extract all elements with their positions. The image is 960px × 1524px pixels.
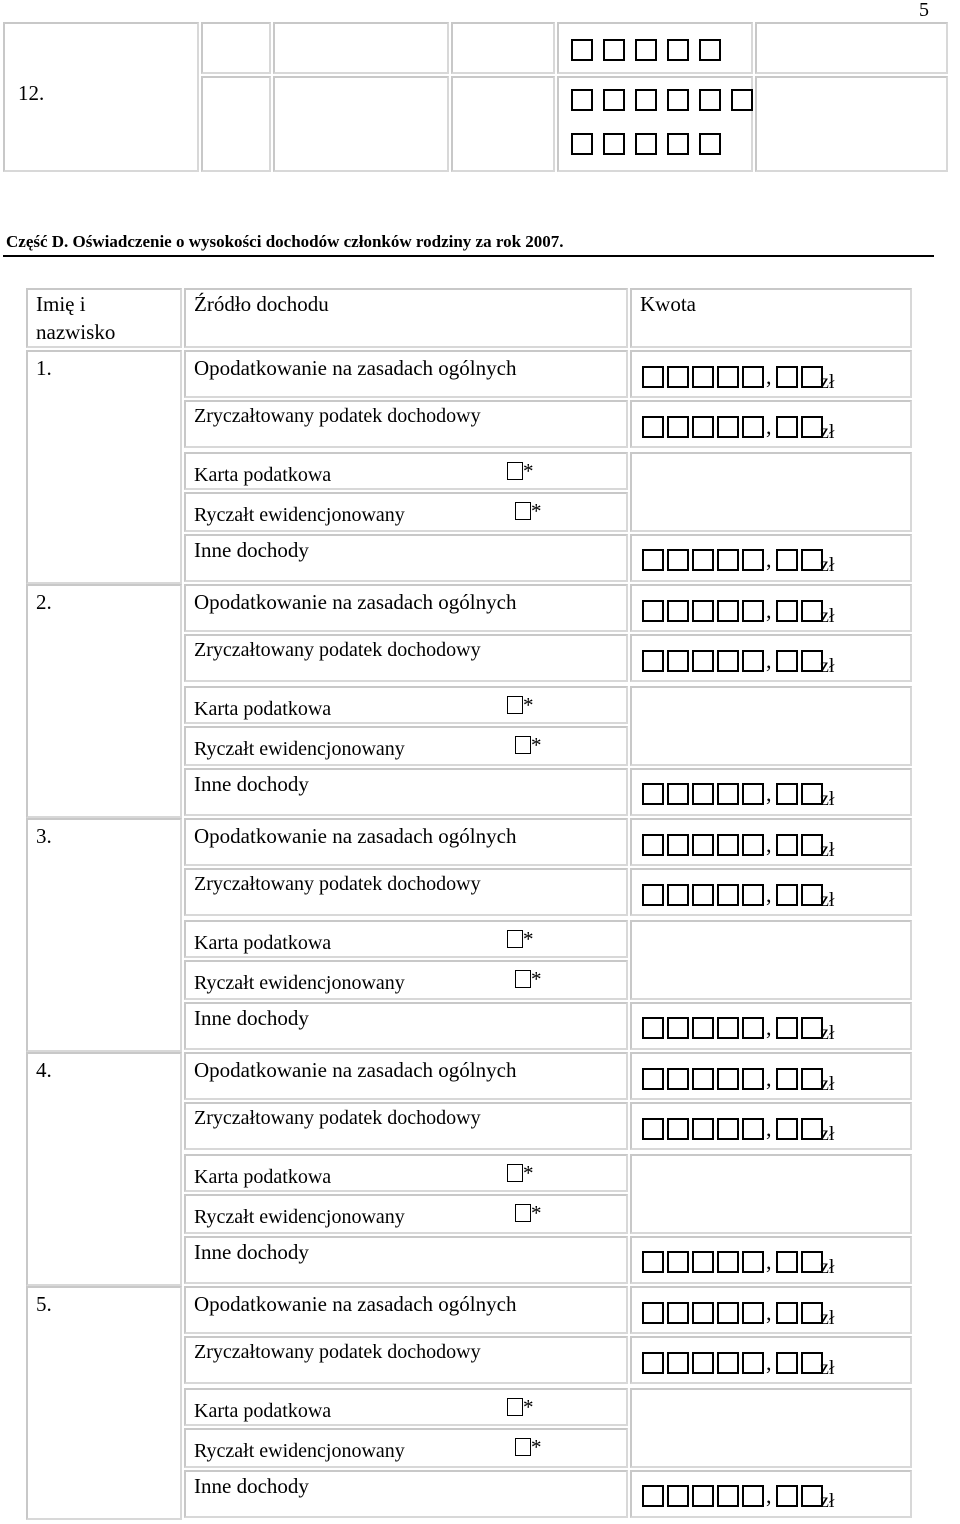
- amount-boxes[interactable]: [642, 781, 835, 811]
- digit-box[interactable]: [776, 650, 798, 672]
- label-general: Opodatkowanie na zasadach ogólnych: [194, 1058, 517, 1082]
- digit-box[interactable]: [742, 1251, 764, 1273]
- tax-card-checkbox[interactable]: [507, 927, 534, 951]
- amount-boxes[interactable]: [642, 1249, 835, 1279]
- amount-boxes[interactable]: [642, 598, 835, 628]
- tax-card-checkbox[interactable]: [507, 1161, 534, 1185]
- amount-boxes[interactable]: [642, 1015, 835, 1045]
- decimal-comma: ,: [766, 1249, 772, 1274]
- currency-label: zł: [820, 554, 835, 576]
- decimal-comma: ,: [766, 414, 772, 439]
- digit-box[interactable]: [717, 600, 739, 622]
- label-lump-sum: Ryczałt ewidencjonowany: [194, 504, 405, 526]
- decimal-comma: ,: [766, 648, 772, 673]
- currency-label: zł: [820, 1022, 835, 1044]
- digit-box[interactable]: [642, 1485, 664, 1507]
- amount-boxes[interactable]: [642, 364, 835, 394]
- top-boxes-line2: [571, 89, 763, 116]
- digit-box[interactable]: [667, 1302, 689, 1324]
- checkbox-icon[interactable]: [515, 1438, 531, 1456]
- digit-box[interactable]: [742, 1017, 764, 1039]
- digit-box[interactable]: [642, 600, 664, 622]
- asterisk-mark: *: [523, 693, 534, 717]
- currency-label: zł: [820, 371, 835, 393]
- label-lump-sum: Ryczałt ewidencjonowany: [194, 1206, 405, 1228]
- digit-box[interactable]: [692, 416, 714, 438]
- label-other: Inne dochody: [194, 1474, 309, 1498]
- digit-box[interactable]: [717, 1017, 739, 1039]
- digit-box[interactable]: [717, 366, 739, 388]
- amount-blank-cell: [630, 452, 912, 532]
- digit-box[interactable]: [717, 650, 739, 672]
- digit-box[interactable]: [742, 783, 764, 805]
- digit-box[interactable]: [717, 1352, 739, 1374]
- row-number: 1.: [36, 356, 52, 380]
- label-tax-card: Karta podatkowa: [194, 1400, 332, 1422]
- digit-box[interactable]: [642, 1302, 664, 1324]
- decimal-comma: ,: [766, 882, 772, 907]
- amount-blank-cell: [630, 920, 912, 1000]
- currency-label: zł: [820, 1123, 835, 1145]
- top-cell-a2: [201, 76, 271, 172]
- empty-box-icon: [571, 133, 593, 155]
- digit-box[interactable]: [742, 600, 764, 622]
- label-flat-tax: Zryczałtowany podatek dochodowy: [194, 405, 481, 427]
- digit-box[interactable]: [776, 783, 798, 805]
- decimal-comma: ,: [766, 1116, 772, 1141]
- amount-boxes[interactable]: [642, 1066, 835, 1096]
- digit-box[interactable]: [776, 1068, 798, 1090]
- digit-box[interactable]: [692, 1352, 714, 1374]
- empty-box-icon: [667, 39, 689, 61]
- asterisk-mark: *: [531, 967, 542, 991]
- digit-box[interactable]: [642, 1017, 664, 1039]
- digit-box[interactable]: [692, 834, 714, 856]
- row-number: 4.: [36, 1058, 52, 1082]
- checkbox-icon[interactable]: [515, 502, 531, 520]
- digit-box[interactable]: [776, 416, 798, 438]
- currency-label: zł: [820, 788, 835, 810]
- label-general: Opodatkowanie na zasadach ogólnych: [194, 356, 517, 380]
- digit-box[interactable]: [667, 834, 689, 856]
- digit-box[interactable]: [667, 783, 689, 805]
- digit-box[interactable]: [742, 1118, 764, 1140]
- digit-box[interactable]: [692, 600, 714, 622]
- empty-box-icon: [699, 39, 721, 61]
- name-cell[interactable]: [26, 584, 182, 818]
- currency-label: zł: [820, 1073, 835, 1095]
- digit-box[interactable]: [692, 1017, 714, 1039]
- empty-box-icon: [667, 89, 689, 111]
- section-title: Część D. Oświadczenie o wysokości dochodów członków rodziny za rok 2007.: [6, 232, 564, 251]
- amount-boxes[interactable]: [642, 547, 835, 577]
- checkbox-icon[interactable]: [507, 1164, 523, 1182]
- digit-box[interactable]: [692, 1068, 714, 1090]
- label-other: Inne dochody: [194, 538, 309, 562]
- empty-box-icon: [635, 133, 657, 155]
- empty-box-icon: [699, 89, 721, 111]
- asterisk-mark: *: [523, 1161, 534, 1185]
- digit-box[interactable]: [667, 1017, 689, 1039]
- name-cell[interactable]: [26, 1286, 182, 1520]
- digit-box[interactable]: [717, 1251, 739, 1273]
- digit-box[interactable]: [692, 884, 714, 906]
- header-name-line2: nazwisko: [36, 320, 116, 344]
- digit-box[interactable]: [776, 1118, 798, 1140]
- label-flat-tax: Zryczałtowany podatek dochodowy: [194, 1107, 481, 1129]
- digit-box[interactable]: [667, 1485, 689, 1507]
- digit-box[interactable]: [692, 1485, 714, 1507]
- digit-box[interactable]: [667, 549, 689, 571]
- amount-boxes[interactable]: [642, 832, 835, 862]
- digit-box[interactable]: [717, 1485, 739, 1507]
- label-general: Opodatkowanie na zasadach ogólnych: [194, 824, 517, 848]
- empty-box-icon: [603, 89, 625, 111]
- label-general: Opodatkowanie na zasadach ogólnych: [194, 1292, 517, 1316]
- digit-box[interactable]: [776, 1485, 798, 1507]
- digit-box[interactable]: [642, 1352, 664, 1374]
- tax-card-checkbox[interactable]: [507, 693, 534, 717]
- empty-box-icon: [667, 133, 689, 155]
- label-tax-card: Karta podatkowa: [194, 1166, 332, 1188]
- label-tax-card: Karta podatkowa: [194, 932, 332, 954]
- name-cell[interactable]: [26, 350, 182, 584]
- amount-blank-cell: [630, 1388, 912, 1468]
- label-lump-sum: Ryczałt ewidencjonowany: [194, 1440, 405, 1462]
- row-number: 5.: [36, 1292, 52, 1316]
- label-other: Inne dochody: [194, 1006, 309, 1030]
- digit-box[interactable]: [776, 1352, 798, 1374]
- checkbox-icon[interactable]: [515, 1204, 531, 1222]
- checkbox-icon[interactable]: [515, 736, 531, 754]
- decimal-comma: ,: [766, 598, 772, 623]
- digit-box[interactable]: [642, 884, 664, 906]
- digit-box[interactable]: [776, 884, 798, 906]
- empty-box-icon: [635, 89, 657, 111]
- currency-label: zł: [820, 655, 835, 677]
- digit-box[interactable]: [776, 366, 798, 388]
- amount-boxes[interactable]: [642, 1300, 835, 1330]
- label-general: Opodatkowanie na zasadach ogólnych: [194, 590, 517, 614]
- checkbox-icon[interactable]: [507, 696, 523, 714]
- asterisk-mark: *: [531, 499, 542, 523]
- label-other: Inne dochody: [194, 1240, 309, 1264]
- digit-box[interactable]: [642, 650, 664, 672]
- digit-box[interactable]: [642, 1068, 664, 1090]
- digit-box[interactable]: [642, 549, 664, 571]
- digit-box[interactable]: [692, 366, 714, 388]
- digit-box[interactable]: [742, 1068, 764, 1090]
- asterisk-mark: *: [523, 927, 534, 951]
- label-flat-tax: Zryczałtowany podatek dochodowy: [194, 1341, 481, 1363]
- top-cell-a1: [201, 22, 271, 74]
- digit-box[interactable]: [692, 650, 714, 672]
- currency-label: zł: [820, 605, 835, 627]
- decimal-comma: ,: [766, 364, 772, 389]
- label-tax-card: Karta podatkowa: [194, 464, 332, 486]
- digit-box[interactable]: [776, 1017, 798, 1039]
- section-divider: [3, 255, 934, 257]
- digit-box[interactable]: [776, 600, 798, 622]
- digit-box[interactable]: [742, 650, 764, 672]
- top-boxes-line3: [571, 133, 731, 160]
- empty-box-icon: [699, 133, 721, 155]
- digit-box[interactable]: [776, 549, 798, 571]
- digit-box[interactable]: [776, 834, 798, 856]
- digit-box[interactable]: [642, 366, 664, 388]
- digit-box[interactable]: [717, 783, 739, 805]
- decimal-comma: ,: [766, 547, 772, 572]
- amount-blank-cell: [630, 1154, 912, 1234]
- digit-box[interactable]: [642, 416, 664, 438]
- asterisk-mark: *: [531, 1201, 542, 1225]
- lump-sum-checkbox[interactable]: [515, 1201, 542, 1225]
- row-number: 2.: [36, 590, 52, 614]
- checkbox-icon[interactable]: [515, 970, 531, 988]
- label-lump-sum: Ryczałt ewidencjonowany: [194, 972, 405, 994]
- digit-box[interactable]: [667, 416, 689, 438]
- digit-box[interactable]: [742, 884, 764, 906]
- checkbox-icon[interactable]: [507, 462, 523, 480]
- digit-box[interactable]: [667, 1118, 689, 1140]
- digit-box[interactable]: [642, 1118, 664, 1140]
- asterisk-mark: *: [531, 1435, 542, 1459]
- header-name-line1: Imię i: [36, 292, 86, 316]
- lump-sum-checkbox[interactable]: [515, 1435, 542, 1459]
- amount-boxes[interactable]: [642, 1116, 835, 1146]
- decimal-comma: ,: [766, 1066, 772, 1091]
- digit-box[interactable]: [742, 416, 764, 438]
- name-cell[interactable]: [26, 1052, 182, 1286]
- currency-label: zł: [820, 1307, 835, 1329]
- empty-box-icon: [731, 89, 753, 111]
- empty-box-icon: [603, 39, 625, 61]
- checkbox-icon[interactable]: [507, 930, 523, 948]
- lump-sum-checkbox[interactable]: [515, 733, 542, 757]
- digit-box[interactable]: [742, 1485, 764, 1507]
- checkbox-icon[interactable]: [507, 1398, 523, 1416]
- amount-boxes[interactable]: [642, 648, 835, 678]
- currency-label: zł: [820, 839, 835, 861]
- digit-box[interactable]: [667, 1251, 689, 1273]
- lump-sum-checkbox[interactable]: [515, 967, 542, 991]
- row-number: 3.: [36, 824, 52, 848]
- digit-box[interactable]: [776, 1251, 798, 1273]
- digit-box[interactable]: [717, 1118, 739, 1140]
- label-other: Inne dochody: [194, 772, 309, 796]
- digit-box[interactable]: [642, 1251, 664, 1273]
- top-cell-e2: [755, 76, 948, 172]
- top-cell-c2: [451, 76, 555, 172]
- currency-label: zł: [820, 421, 835, 443]
- digit-box[interactable]: [642, 783, 664, 805]
- digit-box[interactable]: [667, 1068, 689, 1090]
- decimal-comma: ,: [766, 1350, 772, 1375]
- name-cell[interactable]: [26, 818, 182, 1052]
- digit-box[interactable]: [717, 549, 739, 571]
- label-flat-tax: Zryczałtowany podatek dochodowy: [194, 639, 481, 661]
- decimal-comma: ,: [766, 1015, 772, 1040]
- digit-box[interactable]: [717, 1068, 739, 1090]
- header-amount: Kwota: [640, 292, 696, 316]
- digit-box[interactable]: [692, 1251, 714, 1273]
- digit-box[interactable]: [742, 834, 764, 856]
- asterisk-mark: *: [523, 459, 534, 483]
- tax-card-checkbox[interactable]: [507, 1395, 534, 1419]
- currency-label: zł: [820, 889, 835, 911]
- digit-box[interactable]: [667, 884, 689, 906]
- top-cell-c1: [451, 22, 555, 74]
- amount-boxes[interactable]: [642, 414, 835, 444]
- top-boxes-line1: [571, 39, 731, 66]
- digit-box[interactable]: [742, 549, 764, 571]
- header-source: Źródło dochodu: [194, 292, 329, 316]
- top-cell-b1: [273, 22, 449, 74]
- label-flat-tax: Zryczałtowany podatek dochodowy: [194, 873, 481, 895]
- amount-boxes[interactable]: [642, 1483, 835, 1513]
- digit-box[interactable]: [692, 1118, 714, 1140]
- amount-boxes[interactable]: [642, 1350, 835, 1380]
- amount-boxes[interactable]: [642, 882, 835, 912]
- decimal-comma: ,: [766, 781, 772, 806]
- digit-box[interactable]: [717, 416, 739, 438]
- top-cell-b2: [273, 76, 449, 172]
- digit-box[interactable]: [642, 834, 664, 856]
- decimal-comma: ,: [766, 1300, 772, 1325]
- asterisk-mark: *: [523, 1395, 534, 1419]
- decimal-comma: ,: [766, 1483, 772, 1508]
- empty-box-icon: [571, 89, 593, 111]
- amount-blank-cell: [630, 686, 912, 766]
- digit-box[interactable]: [667, 366, 689, 388]
- digit-box[interactable]: [742, 1352, 764, 1374]
- digit-box[interactable]: [742, 1302, 764, 1324]
- currency-label: zł: [820, 1256, 835, 1278]
- tax-card-checkbox[interactable]: [507, 459, 534, 483]
- empty-box-icon: [603, 133, 625, 155]
- currency-label: zł: [820, 1490, 835, 1512]
- lump-sum-checkbox[interactable]: [515, 499, 542, 523]
- digit-box[interactable]: [667, 600, 689, 622]
- digit-box[interactable]: [667, 1352, 689, 1374]
- label-tax-card: Karta podatkowa: [194, 698, 332, 720]
- digit-box[interactable]: [667, 650, 689, 672]
- digit-box[interactable]: [692, 783, 714, 805]
- empty-box-icon: [571, 39, 593, 61]
- empty-box-icon: [635, 39, 657, 61]
- currency-label: zł: [820, 1357, 835, 1379]
- digit-box[interactable]: [776, 1302, 798, 1324]
- digit-box[interactable]: [742, 366, 764, 388]
- asterisk-mark: *: [531, 733, 542, 757]
- digit-box[interactable]: [692, 1302, 714, 1324]
- digit-box[interactable]: [717, 884, 739, 906]
- top-cell-e1: [755, 22, 948, 74]
- top-row-number: 12.: [18, 81, 45, 105]
- decimal-comma: ,: [766, 832, 772, 857]
- digit-box[interactable]: [717, 1302, 739, 1324]
- label-lump-sum: Ryczałt ewidencjonowany: [194, 738, 405, 760]
- digit-box[interactable]: [692, 549, 714, 571]
- digit-box[interactable]: [717, 834, 739, 856]
- page-number: 5: [919, 0, 929, 21]
